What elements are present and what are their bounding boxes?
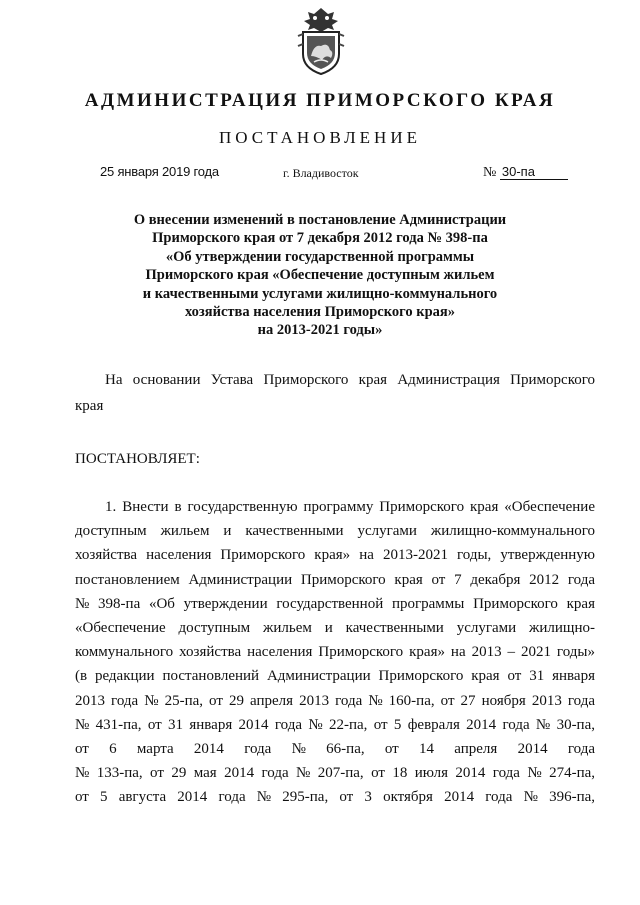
body-line: коммунального хозяйства населения Приморского края» на 2013 – 2021 годы» — [75, 644, 595, 661]
basis-paragraph — [75, 367, 595, 419]
body-line: от 6 марта 2014 года № 66-па, от 14 апреля 2014 года — [75, 741, 595, 758]
basis-line: края — [75, 398, 104, 414]
document-number — [483, 164, 568, 181]
body-line: 1. Внести в государственную программу Приморского края «Обеспечение — [105, 499, 595, 515]
title-line: Приморского края «Обеспечение доступным жильем — [145, 267, 495, 284]
number-value: 30-па — [500, 164, 568, 180]
organization-name: АДМИНИСТРАЦИЯ ПРИМОРСКОГО КРАЯ — [84, 90, 556, 111]
document-date: 25 января 2019 года — [100, 164, 219, 179]
body-line: (в редакции постановлений Администрации Приморского края от 31 января — [75, 668, 595, 685]
title-line: и качественными услугами жилищно-коммунального — [142, 285, 498, 302]
document-type: ПОСТАНОВЛЕНИЕ — [218, 128, 421, 147]
body-line: доступным жильем и качественными услугами жилищно-коммунального — [75, 523, 595, 540]
body-line: № 133-па, от 29 мая 2014 года № 207-па, от 18 июля 2014 года № 274-па, — [75, 765, 595, 782]
document-city: г. Владивосток — [283, 166, 359, 180]
coat-of-arms-icon — [294, 6, 348, 76]
body-paragraph — [75, 495, 595, 810]
document-title — [80, 211, 560, 340]
number-prefix: № — [483, 165, 497, 180]
title-line: на 2013-2021 годы» — [257, 322, 383, 339]
title-line: Приморского края от 7 декабря 2012 года № 398-па — [152, 230, 488, 247]
body-line: хозяйства населения Приморского края» на 2013-2021 годы, утвержденную — [75, 547, 595, 564]
body-line: № 398-па «Об утверждении государственной программы Приморского края — [75, 595, 595, 612]
title-line: хозяйства населения Приморского края» — [184, 304, 456, 321]
body-line: 2013 года № 25-па, от 29 апреля 2013 года № 160-па, от 27 ноября 2013 года — [75, 692, 595, 709]
body-line: постановлением Администрации Приморского края от 7 декабря 2012 года — [75, 571, 595, 588]
basis-line: На основании Устава Приморского края Администрация Приморского — [105, 372, 595, 388]
body-line: «Обеспечение доступным жильем и качественными услугами жилищно- — [75, 620, 595, 637]
title-line: «Об утверждении государственной программы — [165, 248, 475, 265]
resolves-heading: ПОСТАНОВЛЯЕТ: — [75, 451, 200, 467]
body-line: № 431-па, от 31 января 2014 года № 22-па, от 5 февраля 2014 года № 30-па, — [75, 716, 595, 733]
title-line: О внесении изменений в постановление Администрации — [133, 212, 507, 228]
body-line: от 5 августа 2014 года № 295-па, от 3 октября 2014 года № 396-па, — [75, 789, 595, 806]
